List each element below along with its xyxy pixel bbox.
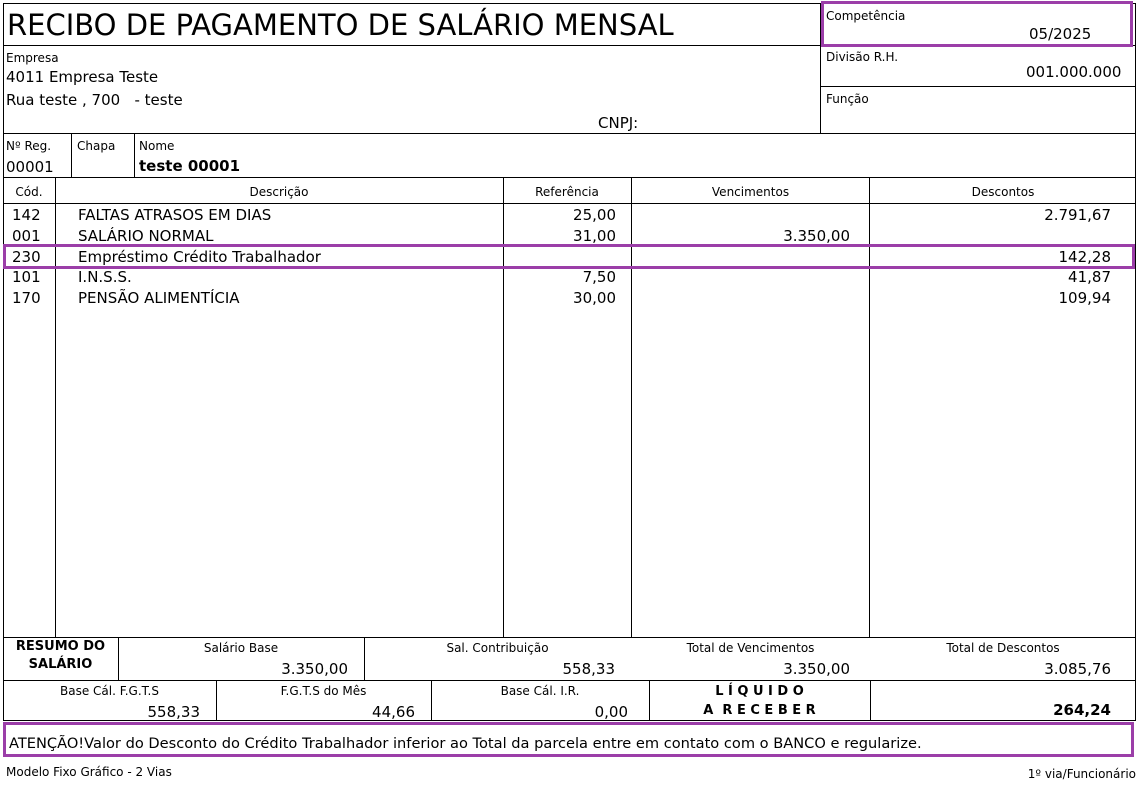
salario-base-value: 3.350,00 [281, 660, 348, 678]
reg-label: Nº Reg. [6, 139, 52, 153]
empresa-label: Empresa [6, 51, 59, 65]
ir-base-value: 0,00 [594, 703, 628, 721]
nome-label: Nome [139, 139, 175, 153]
sal-contribuicao-label: Sal. Contribuição [446, 641, 549, 655]
col-header-cod: Cód. [15, 185, 43, 199]
competencia-label: Competência [826, 9, 906, 23]
cell-descontos: 41,87 [1068, 268, 1111, 286]
cnpj-label: CNPJ: [598, 114, 639, 132]
cell-descontos: 2.791,67 [1044, 206, 1111, 224]
col-header-referencia: Referência [535, 185, 599, 199]
total-vencimentos-value: 3.350,00 [783, 660, 850, 678]
divider [3, 133, 1136, 134]
divider [3, 680, 1136, 681]
fgts-base-label: Base Cál. F.G.T.S [60, 684, 159, 698]
footer-via: 1º via/Funcionário [1027, 767, 1136, 781]
divider [820, 86, 1136, 87]
salario-base-label: Salário Base [203, 641, 279, 655]
cell-cod: 001 [12, 227, 41, 245]
warning-highlight [3, 722, 1134, 757]
cell-vencimentos: 3.350,00 [783, 227, 850, 245]
divider [3, 177, 1136, 178]
ir-base-label: Base Cál. I.R. [500, 684, 580, 698]
loan-row-highlight [3, 244, 1135, 269]
cell-referencia: 25,00 [573, 206, 616, 224]
funcao-label: Função [826, 92, 869, 106]
cell-cod: 170 [12, 289, 41, 307]
footer-model: Modelo Fixo Gráfico - 2 Vias [6, 765, 172, 779]
cell-descontos: 142,28 [1058, 248, 1111, 266]
divider [3, 203, 1136, 204]
cell-referencia: 30,00 [573, 289, 616, 307]
cell-vencimentos [631, 267, 850, 287]
competencia-highlight [821, 1, 1133, 47]
fgts-base-value: 558,33 [147, 703, 200, 721]
resumo-label: SALÁRIO [28, 657, 93, 672]
warning-message: ATENÇÃO!Valor do Desconto do Crédito Trabalhador inferior ao Total da parcela entre em contato com o BANCO e regularize. [9, 735, 922, 752]
divider [71, 133, 72, 177]
cell-descricao: FALTAS ATRASOS EM DIAS [78, 206, 272, 224]
receipt-frame [3, 3, 1136, 721]
chapa-label: Chapa [77, 139, 116, 153]
sal-contribuicao-value: 558,33 [562, 660, 615, 678]
col-header-descontos: Descontos [971, 185, 1035, 199]
cell-referencia: 31,00 [573, 227, 616, 245]
col-header-vencimentos: Vencimentos [711, 185, 790, 199]
cell-cod: 101 [12, 268, 41, 286]
empresa-name: 4011 Empresa Teste [6, 68, 159, 86]
cell-vencimentos [631, 205, 850, 225]
cell-cod: 230 [12, 248, 41, 266]
cell-descricao: PENSÃO ALIMENTÍCIA [78, 289, 240, 307]
cell-cod: 142 [12, 206, 41, 224]
divider [3, 637, 1136, 638]
cell-descricao: SALÁRIO NORMAL [78, 227, 214, 245]
total-descontos-label: Total de Descontos [946, 641, 1060, 655]
cell-descricao: Empréstimo Crédito Trabalhador [78, 248, 321, 266]
cell-vencimentos [631, 288, 850, 308]
total-descontos-value: 3.085,76 [1044, 660, 1111, 678]
liquido-label: L Í Q U I D O [715, 684, 804, 699]
empresa-address: Rua teste , 700 - teste [6, 91, 183, 109]
cell-descricao: I.N.S.S. [78, 268, 132, 286]
liquido-label: A R E C E B E R [703, 703, 816, 718]
cell-descontos [870, 226, 1111, 246]
cell-descontos: 109,94 [1058, 289, 1111, 307]
divider [134, 133, 135, 177]
reg-value: 00001 [6, 158, 54, 176]
divisao-label: Divisão R.H. [826, 50, 899, 64]
cell-referencia: 7,50 [582, 268, 616, 286]
competencia-value: 05/2025 [1029, 25, 1092, 43]
divisao-value: 001.000.000 [1026, 63, 1122, 81]
fgts-mes-value: 44,66 [372, 703, 415, 721]
col-header-descricao: Descrição [249, 185, 309, 199]
nome-value: teste 00001 [139, 157, 241, 175]
receipt-title: RECIBO DE PAGAMENTO DE SALÁRIO MENSAL [7, 8, 674, 42]
resumo-label: RESUMO DO [15, 639, 106, 654]
liquido-value: 264,24 [1053, 701, 1111, 719]
total-vencimentos-label: Total de Vencimentos [686, 641, 815, 655]
fgts-mes-label: F.G.T.S do Mês [280, 684, 367, 698]
